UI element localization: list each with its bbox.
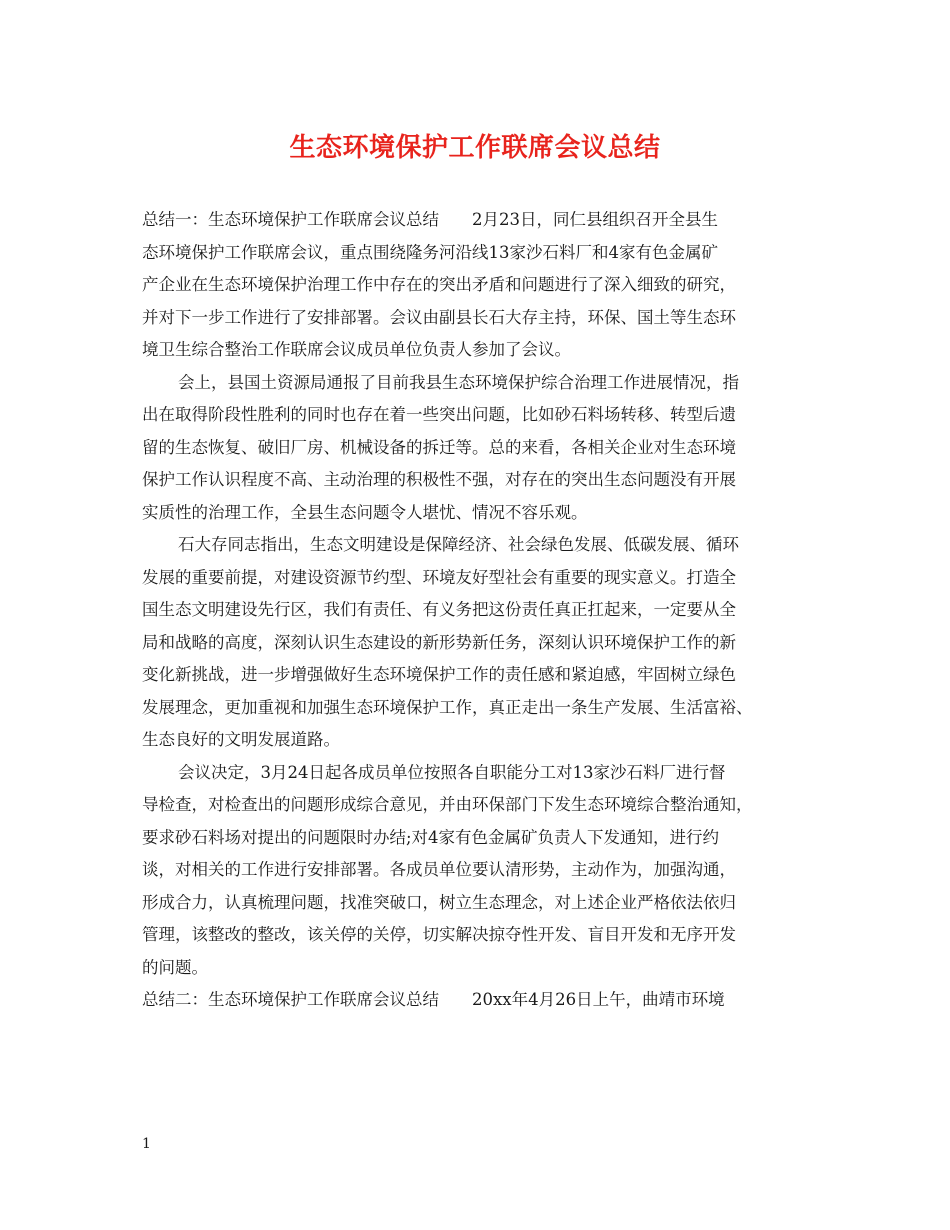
text-line: 生态良好的文明发展道路。 bbox=[142, 730, 340, 749]
paragraph bbox=[142, 529, 830, 757]
text-line: 形成合力，认真梳理问题，找准突破口，树立生态理念，对上述企业严格依法依归 bbox=[142, 892, 736, 912]
text-line: 要求砂石料场对提出的问题限时办结;对4家有色金属矿负责人下发通知，进行约 bbox=[142, 827, 720, 847]
text-line: 保护工作认识程度不高、主动治理的积极性不强，对存在的突出生态问题没有开展 bbox=[142, 470, 736, 489]
text-line: 局和战略的高度，深刻认识生态建设的新形势新任务，深刻认识环境保护工作的新 bbox=[142, 632, 736, 652]
text-line: 管理，该整改的整改，该关停的关停，切实解决掠夺性开发、盲目开发和无序开发 bbox=[142, 925, 736, 944]
text-line: 留的生态恢复、破旧厂房、机械设备的拆迁等。总的来看，各相关企业对生态环境 bbox=[142, 437, 736, 457]
text-line: 发展的重要前提，对建设资源节约型、环境友好型社会有重要的现实意义。打造全 bbox=[142, 567, 736, 587]
text-line: 导检查，对检查出的问题形成综合意见，并由环保部门下发生态环境综合整治通知， bbox=[142, 795, 753, 814]
paragraph bbox=[142, 984, 830, 1017]
document-title: 生态环境保护工作联席会议总结 bbox=[289, 133, 661, 163]
text-line: 态环境保护工作联席会议，重点围绕隆务河沿线13家沙石料厂和4家有色金属矿 bbox=[142, 242, 718, 262]
text-line: 境卫生综合整治工作联席会议成员单位负责人参加了会议。 bbox=[142, 340, 571, 359]
page-number: 1 bbox=[142, 1136, 151, 1152]
document-body bbox=[142, 204, 830, 1017]
text-line: 变化新挑战，进一步增强做好生态环境保护工作的责任感和紧迫感，牢固树立绿色 bbox=[142, 665, 736, 684]
text-line: 总结二：生态环境保护工作联席会议总结 20xx年4月26日上午，曲靖市环境 bbox=[142, 990, 725, 1009]
text-line: 出在取得阶段性胜利的同时也存在着一些突出问题，比如砂石料场转移、转型后遗 bbox=[142, 405, 736, 424]
text-line: 会上，县国土资源局通报了目前我县生态环境保护综合治理工作进展情况，指 bbox=[178, 372, 739, 392]
paragraph bbox=[142, 204, 830, 367]
text-line: 产企业在生态环境保护治理工作中存在的突出矛盾和问题进行了深入细致的研究， bbox=[142, 275, 736, 294]
paragraph bbox=[142, 367, 830, 530]
text-line: 的问题。 bbox=[142, 957, 208, 977]
text-line: 国生态文明建设先行区，我们有责任、有义务把这份责任真正扛起来，一定要从全 bbox=[142, 600, 736, 619]
text-line: 总结一：生态环境保护工作联席会议总结 2月23日，同仁县组织召开全县生 bbox=[142, 210, 718, 229]
text-line: 石大存同志指出，生态文明建设是保障经济、社会绿色发展、低碳发展、循环 bbox=[178, 535, 739, 554]
text-line: 实质性的治理工作，全县生态问题令人堪忧、情况不容乐观。 bbox=[142, 502, 588, 522]
text-line: 并对下一步工作进行了安排部署。会议由副县长石大存主持，环保、国土等生态环 bbox=[142, 307, 736, 327]
paragraph bbox=[142, 757, 830, 985]
text-line: 谈，对相关的工作进行安排部署。各成员单位要认清形势，主动作为，加强沟通， bbox=[142, 860, 736, 879]
text-line: 发展理念，更加重视和加强生态环境保护工作，真正走出一条生产发展、生活富裕、 bbox=[142, 697, 753, 717]
text-line: 会议决定，3月24日起各成员单位按照各自职能分工对13家沙石料厂进行督 bbox=[178, 762, 726, 782]
